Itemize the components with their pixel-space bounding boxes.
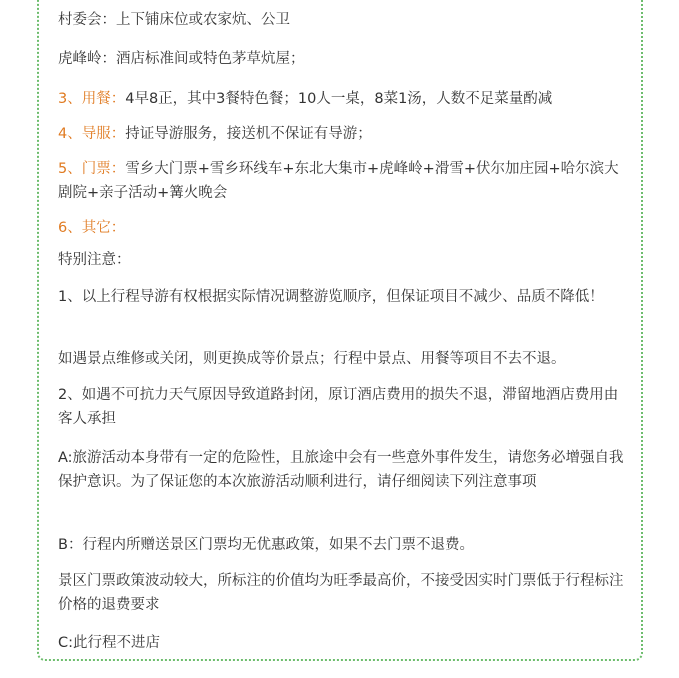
lodging-tiger-peak: 虎峰岭：酒店标准间或特色茅草炕屋； <box>58 51 305 67</box>
guide-label: 4、导服： <box>58 126 126 142</box>
note-a: A:旅游活动本身带有一定的危险性，且旅途中会有一些意外事件发生，请您务必增强自我保护意识。为了保证您的本次旅游活动顺利进行，请仔细阅读下列注意事项 <box>58 450 624 490</box>
meal-text: 4早8正，其中3餐特色餐；10人一桌，8菜1汤，人数不足菜量酌减 <box>125 91 553 107</box>
meal-info <box>58 87 628 111</box>
guide-info <box>58 122 628 146</box>
guide-text: 持证导游服务，接送机不保证有导游； <box>125 126 372 142</box>
note-b2: 景区门票政策波动较大，所标注的价值均为旺季最高价，不接受因实时门票低于行程标注价格的退费要求 <box>58 573 624 613</box>
meal-label: 3、用餐： <box>58 91 126 107</box>
note-c: C:此行程不进店 <box>58 635 161 651</box>
note-1b: 如遇景点维修或关闭，则更换成等价景点；行程中景点、用餐等项目不去不退。 <box>58 351 566 367</box>
lodging-village: 村委会：上下铺床位或农家炕、公卫 <box>58 12 290 28</box>
note-2: 2、如遇不可抗力天气原因导致道路封闭，原订酒店费用的损失不退，滞留地酒店费用由客人承担 <box>58 387 619 427</box>
ticket-info <box>58 157 628 205</box>
note-1: 1、以上行程导游有权根据实际情况调整游览顺序，但保证项目不减少、品质不降低！ <box>58 289 604 305</box>
special-note-heading: 特别注意： <box>58 252 131 268</box>
note-b: B：行程内所赠送景区门票均无优惠政策，如果不去门票不退费。 <box>58 537 474 553</box>
other-label: 6、其它： <box>58 220 126 236</box>
ticket-label: 5、门票： <box>58 161 126 177</box>
ticket-text: 雪乡大门票+雪乡环线车+东北大集市+虎峰岭+滑雪+伏尔加庄园+哈尔滨大剧院+亲子活动+篝火晚会 <box>58 161 619 201</box>
